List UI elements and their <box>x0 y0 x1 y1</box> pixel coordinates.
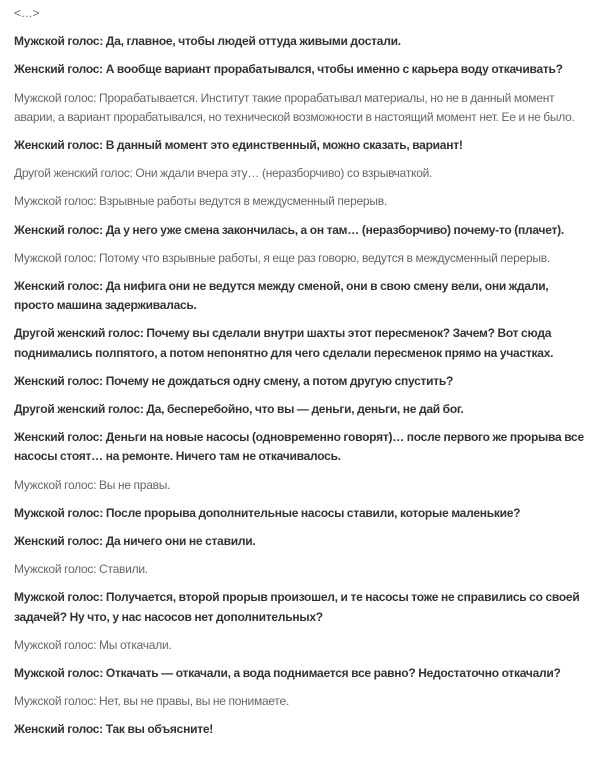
transcript-paragraph: Женский голос: Да ничего они не ставили. <box>14 534 256 549</box>
transcript-paragraph: Женский голос: Почему не дождаться одну смену, а потом другую спустить? <box>14 373 454 388</box>
transcript-paragraph: Мужской голос: Ставили. <box>14 562 148 577</box>
transcript-paragraph: Мужской голос: Вы не правы. <box>14 477 171 492</box>
transcript-paragraph: Женский голос: Да у него уже смена закончилась, а он там… (неразборчиво) почему-то (плачет). <box>14 222 564 237</box>
transcript-paragraph: Женский голос: Деньги на новые насосы (одновременно говорят)… после первого же прорыва все насосы стоят… на ремонте. Ничего там не откачивалось. <box>14 430 584 464</box>
transcript-paragraph: Мужской голос: Нет, вы не правы, вы не понимаете. <box>14 694 290 709</box>
transcript-paragraph: Мужской голос: Взрывные работы ведутся в междусменный перерыв. <box>14 194 387 209</box>
transcript-paragraph: Мужской голос: После прорыва дополнительные насосы ставили, которые маленькие? <box>14 505 521 520</box>
transcript-paragraph: Женский голос: Так вы объясните! <box>14 722 214 737</box>
transcript-paragraph: Женский голос: Да нифига они не ведутся между сменой, они в свою смену вели, они ждали, просто машина задерживалась. <box>14 279 549 313</box>
transcript-paragraph: Женский голос: А вообще вариант прорабатывался, чтобы именно с карьера воду откачивать? <box>14 62 563 77</box>
transcript-paragraph: Другой женский голос: Они ждали вчера эту… (неразборчиво) со взрывчаткой. <box>14 166 433 181</box>
transcript-paragraph: Мужской голос: Откачать — откачали, а вода поднимается все равно? Недостаточно откачали? <box>14 666 561 681</box>
transcript-paragraph: Мужской голос: Потому что взрывные работы, я еще раз говорю, ведутся в междусменный перерыв. <box>14 250 550 265</box>
transcript-paragraph: Мужской голос: Да, главное, чтобы людей оттуда живыми достали. <box>14 34 401 49</box>
omission-marker: <…> <box>14 6 40 20</box>
transcript-paragraph: Другой женский голос: Да, бесперебойно, что вы — деньги, деньги, не дай бог. <box>14 402 464 417</box>
transcript-paragraph: Мужской голос: Получается, второй прорыв произошел, и те насосы тоже не справились со своей задачей? Ну что, у нас насосов нет дополнительных? <box>14 590 580 624</box>
transcript-paragraph: Другой женский голос: Почему вы сделали внутри шахты этот пересменок? Зачем? Вот сюда поднимались полпятого, а потом непонятно для чего сделали пересменок прямо на участках. <box>14 326 554 360</box>
transcript-paragraph: Мужской голос: Мы откачали. <box>14 637 172 652</box>
transcript-paragraph: Женский голос: В данный момент это единственный, можно сказать, вариант! <box>14 138 463 153</box>
transcript-paragraph: Мужской голос: Прорабатывается. Институт такие прорабатывал материалы, но не в данный момент аварии, а вариант прорабатывался, но технической возможности в настоящий момент нет. Ее и не было. <box>14 90 575 124</box>
